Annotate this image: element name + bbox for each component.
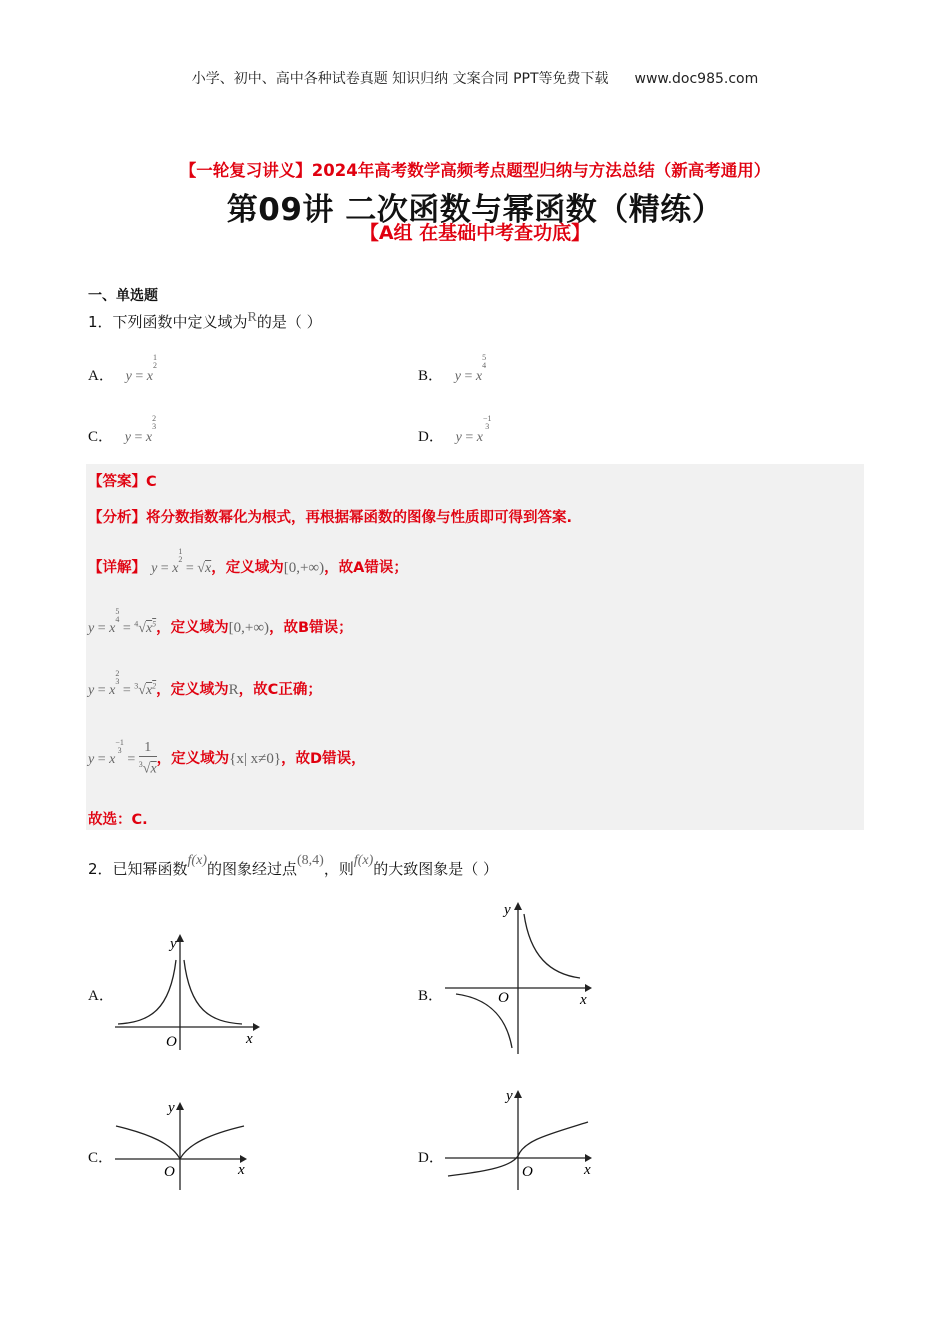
detail-line-d: $y = x^{-1 3}$ = $\frac{1}{^3√x}$ ，定义域为{x| x≠0}，故D错误， — [88, 738, 366, 777]
graph-b[interactable] — [440, 896, 600, 1058]
origin-label: O — [164, 1164, 175, 1180]
curve-left — [118, 960, 176, 1024]
x-label: x — [238, 1162, 245, 1178]
x-arrow-icon — [585, 984, 592, 992]
q1-option-c[interactable]: C． $y = x^{2 3}$ — [88, 414, 157, 445]
q2-option-d-label[interactable]: D． — [418, 1150, 444, 1166]
y-label: y — [504, 902, 511, 918]
graph-a[interactable] — [110, 930, 260, 1055]
y-label: y — [170, 936, 177, 952]
q2-option-a-label[interactable]: A． — [88, 988, 114, 1004]
detail-line-b: $y = x^{5 4} = ^4√x^5$，定义域为[0,+∞)，故B错误； — [88, 607, 353, 636]
x-arrow-icon — [253, 1023, 260, 1031]
y-label: y — [506, 1088, 513, 1104]
subtitle: 【一轮复习讲义】2024年高考数学高频考点题型归纳与方法总结（新高考通用） — [179, 161, 771, 180]
origin-label: O — [166, 1034, 177, 1050]
q1-option-a[interactable]: A． $y = x^{1 2}$ — [88, 353, 157, 384]
x-arrow-icon — [585, 1154, 592, 1162]
y-arrow-icon — [514, 1090, 522, 1098]
x-label: x — [580, 992, 587, 1008]
graph-c[interactable] — [110, 1094, 260, 1194]
header-tagline: 小学、初中、高中各种试卷真题 知识归纳 文案合同 PPT等免费下载 — [191, 71, 609, 87]
x-label: x — [246, 1031, 253, 1047]
page-title: 第09讲 二次函数与幂函数（精练） — [226, 192, 724, 228]
detail-line-c: $y = x^{2 3} = ^3√x^2$，定义域为R，故C正确； — [88, 669, 322, 698]
q2-option-c-label[interactable]: C． — [88, 1150, 114, 1166]
origin-label: O — [522, 1164, 533, 1180]
q1-option-b[interactable]: B． $y = x^{5 4}$ — [418, 353, 487, 384]
q2-option-b-label[interactable]: B． — [418, 988, 444, 1004]
x-label: x — [584, 1162, 591, 1178]
group-heading: 【A组 在基础中考查功底】 — [359, 222, 591, 244]
y-arrow-icon — [176, 1102, 184, 1110]
y-label: y — [168, 1100, 175, 1116]
y-arrow-icon — [176, 934, 184, 942]
header-site-link[interactable]: www.doc985.com — [634, 71, 759, 87]
answer-line: 【答案】C — [88, 474, 157, 490]
origin-label: O — [498, 990, 509, 1006]
curve-left — [116, 1126, 180, 1159]
site-header — [0, 68, 950, 88]
q1-prompt: 1．下列函数中定义域为R的是（ ） — [88, 310, 322, 331]
curve-right — [184, 960, 242, 1024]
q1-option-d[interactable]: D． $y = x^{-1 3}$ — [418, 414, 492, 445]
section-heading: 一、单选题 — [88, 288, 158, 304]
curve-right — [524, 914, 580, 978]
curve-right — [180, 1126, 244, 1159]
analysis-line: 【分析】将分数指数幂化为根式，再根据幂函数的图像与性质即可得到答案. — [88, 510, 573, 526]
q2-prompt: 2．已知幂函数f(x)的图象经过点(8,4)，则f(x)的大致图象是（ ） — [88, 853, 499, 878]
conclusion: 故选：C. — [88, 812, 148, 828]
y-arrow-icon — [514, 902, 522, 910]
detail-line-a: 【详解】 $y = x^{1 2} = √x$，定义域为[0,+∞)，故A错误； — [88, 547, 408, 576]
graph-d[interactable] — [440, 1082, 600, 1194]
